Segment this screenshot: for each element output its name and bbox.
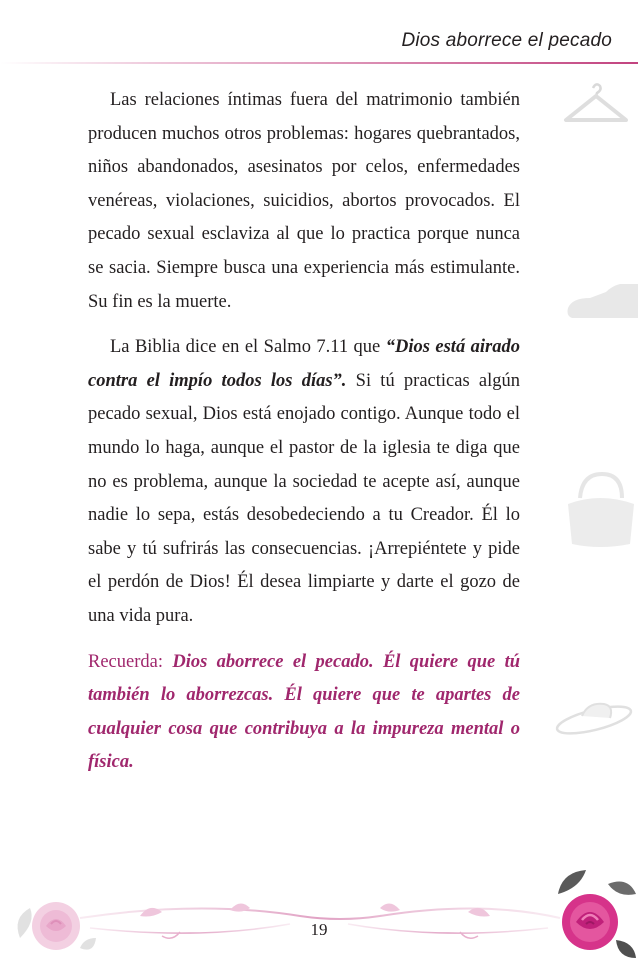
hanger-icon	[560, 80, 632, 130]
header-rule	[0, 62, 638, 64]
recuerda-label: Recuerda:	[88, 651, 173, 672]
paragraph-2	[88, 331, 520, 633]
paragraph-2-end: Si tú practicas algún pecado sexual, Dios está enojado contigo. Aunque todo el mundo lo haga, aunque el pastor de la iglesia te diga que no es problema, aunque la sociedad te acepte así, aunque nadie lo sepa, estás desobedeciendo a tu Creador. Él lo sabe y tú sufrirás las consecuencias. ¡Arrepiéntete y pide el perdón de Dios! Él desea limpiarte y darte el gozo de una vida pura.	[88, 370, 520, 626]
running-header: Dios aborrece el pecado	[401, 30, 612, 51]
paragraph-1: Las relaciones íntimas fuera del matrimonio también producen muchos otros problemas: hogares quebrantados, niños abandonados, asesinatos por celos, enfermedades venéreas, violaciones, suicidios, abortos provocados. El pecado sexual esclaviza al que lo practica porque nunca se sacia. Siempre busca una experiencia más estimulante. Su fin es la muerte.	[88, 90, 520, 312]
shoe-icon	[566, 278, 638, 322]
hat-icon	[552, 696, 638, 736]
page-number: 19	[310, 920, 328, 939]
handbag-icon	[562, 468, 638, 550]
recuerda-paragraph	[88, 646, 520, 780]
rose-right-icon	[546, 864, 638, 964]
body-text	[88, 84, 520, 792]
psalm-quote: “Dios está airado contra el impío todos los días”.	[88, 337, 520, 391]
recuerda-text: Dios aborrece el pecado. Él quiere que tú también lo aborrezcas. Él quiere que te apartes de cualquier cosa que contribuya a la impureza mental o física.	[88, 651, 520, 773]
paragraph-2-start: La Biblia dice en el Salmo 7.11 que	[110, 337, 386, 358]
